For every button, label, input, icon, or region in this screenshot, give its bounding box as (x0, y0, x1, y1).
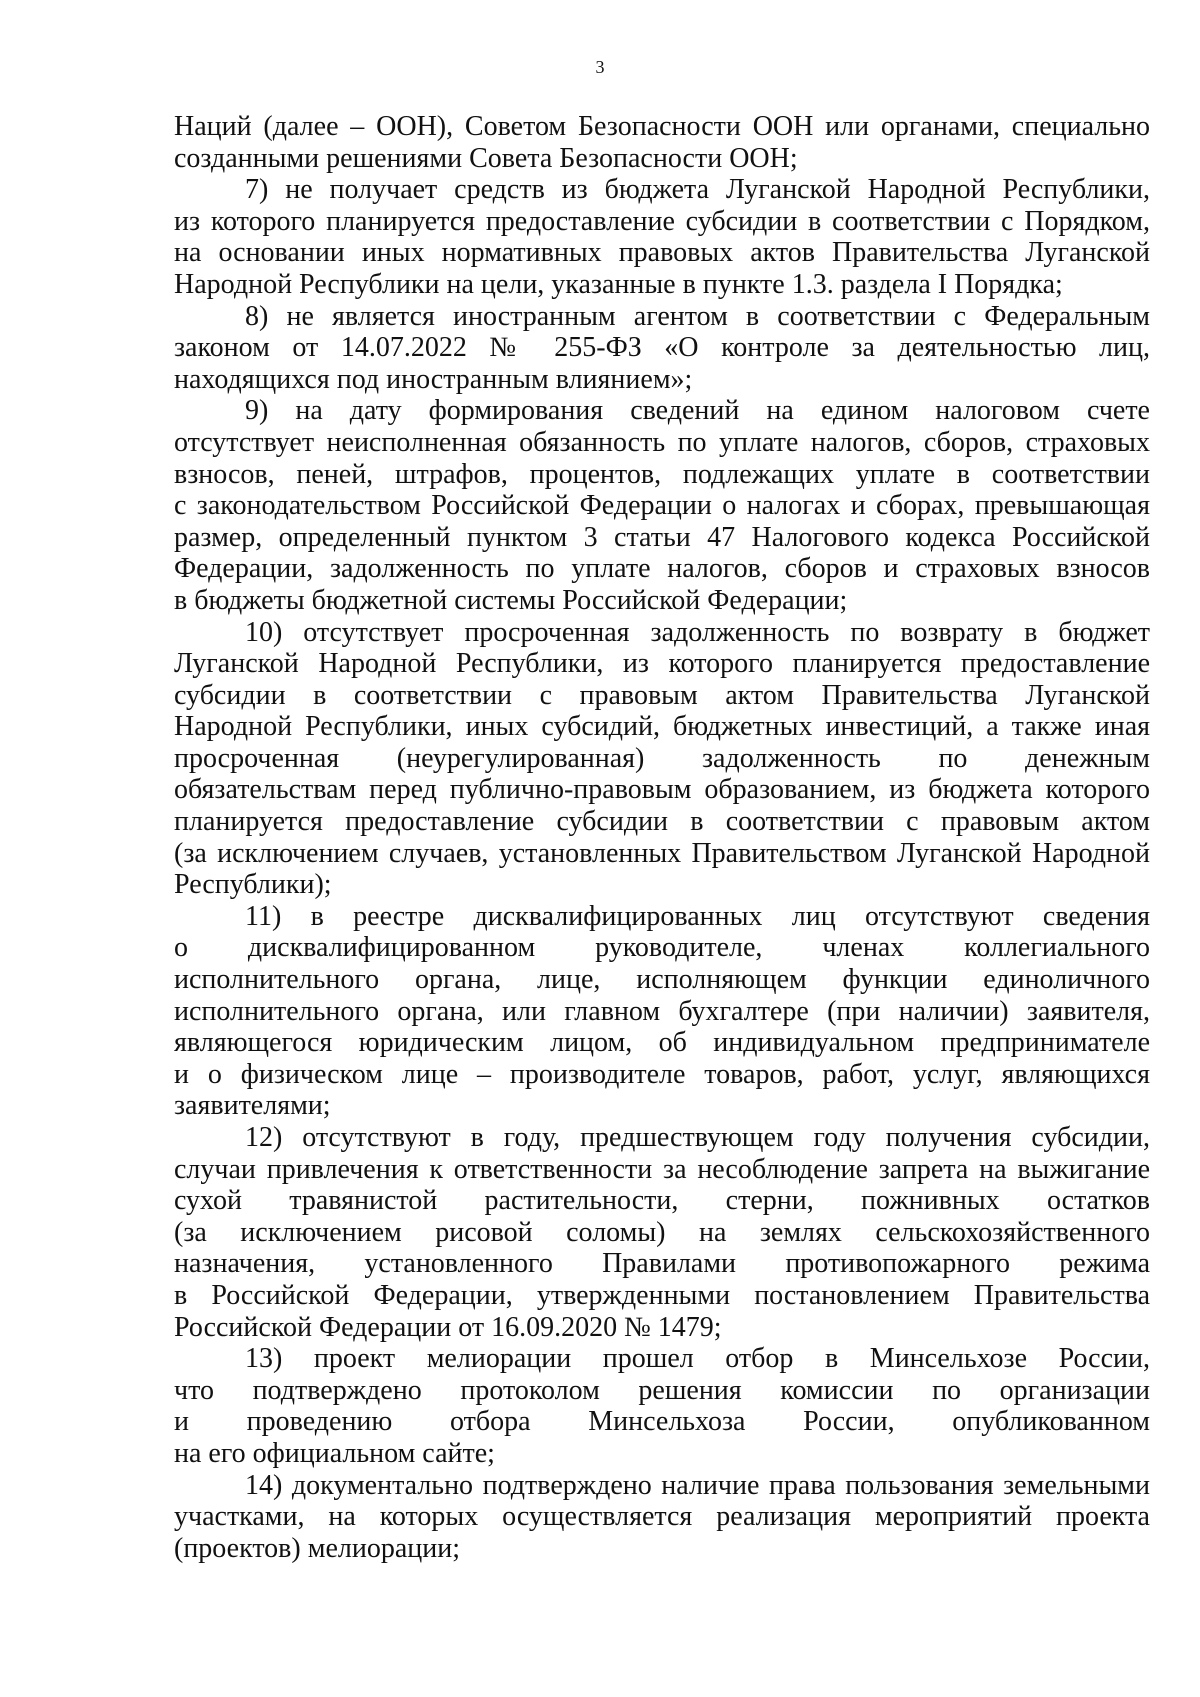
page-number: 3 (595, 57, 605, 77)
text-line: просроченная (неурегулированная) задолженность по денежным (174, 742, 1150, 774)
text-line: из которого планируется предоставление субсидии в соответствии с Порядком, (174, 205, 1150, 237)
text-line: 11) в реестре дисквалифицированных лиц отсутствуют сведения (245, 900, 1150, 932)
text-line: участками, на которых осуществляется реализация мероприятий проекта (174, 1501, 1150, 1533)
text-line: исполнительного органа, или главном бухгалтере (при наличии) заявителя, (174, 995, 1150, 1027)
text-line: Республики); (174, 869, 332, 901)
text-line: субсидии в соответствии с правовым актом Правительства Луганской (174, 679, 1150, 711)
text-line: что подтверждено протоколом решения комиссии по организации (174, 1374, 1150, 1406)
text-line: планируется предоставление субсидии в соответствии с правовым актом (174, 806, 1150, 838)
text-line: (за исключением случаев, установленных Правительством Луганской Народной (174, 837, 1150, 869)
text-line: 12) отсутствуют в году, предшествующем году получения субсидии, (245, 1122, 1150, 1153)
text-line: 9) на дату формирования сведений на едином налоговом счете (245, 395, 1150, 427)
text-line: и проведению отбора Минсельхоза России, опубликованном (174, 1406, 1150, 1438)
text-line: 10) отсутствует просроченная задолженность по возврату в бюджет (245, 616, 1150, 648)
text-line: исполнительного органа, лице, исполняющем функции единоличного (174, 964, 1150, 996)
text-line: Российской Федерации от 16.09.2020 № 1479; (174, 1311, 722, 1343)
text-line: с законодательством Российской Федерации о налогах и сборах, превышающая (174, 490, 1150, 522)
text-line: назначения, установленного Правилами противопожарного режима (174, 1248, 1150, 1280)
text-line: обязательствам перед публично-правовым образованием, из бюджета которого (174, 774, 1150, 806)
text-line: 8) не является иностранным агентом в соответствии с Федеральным (245, 300, 1150, 332)
document-body (174, 111, 1150, 1564)
text-line: находящихся под иностранным влиянием»; (174, 363, 693, 395)
text-line: о дисквалифицированном руководителе, членах коллегиального (174, 932, 1150, 964)
text-line: Наций (далее – ООН), Советом Безопасности ООН или органами, специально (174, 111, 1150, 142)
text-line: Народной Республики на цели, указанные в пункте 1.3. раздела I Порядка; (174, 268, 1063, 300)
text-line: размер, определенный пунктом 3 статьи 47 Налогового кодекса Российской (174, 521, 1150, 553)
text-line: взносов, пеней, штрафов, процентов, подлежащих уплате в соответствии (174, 458, 1150, 490)
text-line: на его официальном сайте; (174, 1437, 495, 1469)
text-line: сухой травянистой растительности, стерни, пожнивных остатков (174, 1185, 1150, 1217)
text-line: (проектов) мелиорации; (174, 1532, 460, 1564)
text-line: созданными решениями Совета Безопасности ООН; (174, 142, 798, 174)
text-line: заявителями; (174, 1090, 331, 1122)
text-line: 14) документально подтверждено наличие права пользования земельными (245, 1469, 1150, 1501)
text-line: (за исключением рисовой соломы) на землях сельскохозяйственного (174, 1216, 1150, 1248)
text-line: на основании иных нормативных правовых актов Правительства Луганской (174, 237, 1150, 269)
text-line: являющегося юридическим лицом, об индивидуальном предпринимателе (174, 1027, 1150, 1059)
text-line: в бюджеты бюджетной системы Российской Федерации; (174, 584, 848, 616)
text-line: в Российской Федерации, утвержденными постановлением Правительства (174, 1279, 1150, 1311)
text-line: отсутствует неисполненная обязанность по уплате налогов, сборов, страховых (174, 426, 1150, 458)
text-line: случаи привлечения к ответственности за несоблюдение запрета на выжигание (174, 1153, 1150, 1185)
text-line: Луганской Народной Республики, из которого планируется предоставление (174, 648, 1150, 680)
text-line: 7) не получает средств из бюджета Луганской Народной Республики, (245, 174, 1150, 206)
text-line: и о физическом лице – производителе товаров, работ, услуг, являющихся (174, 1058, 1150, 1090)
text-line: Федерации, задолженность по уплате налогов, сборов и страховых взносов (174, 553, 1150, 585)
text-line: Народной Республики, иных субсидий, бюджетных инвестиций, а также иная (174, 711, 1150, 743)
text-line: законом от 14.07.2022 № 255-ФЗ «О контроле за деятельностью лиц, (174, 332, 1150, 364)
text-line: 13) проект мелиорации прошел отбор в Минсельхозе России, (245, 1343, 1150, 1375)
